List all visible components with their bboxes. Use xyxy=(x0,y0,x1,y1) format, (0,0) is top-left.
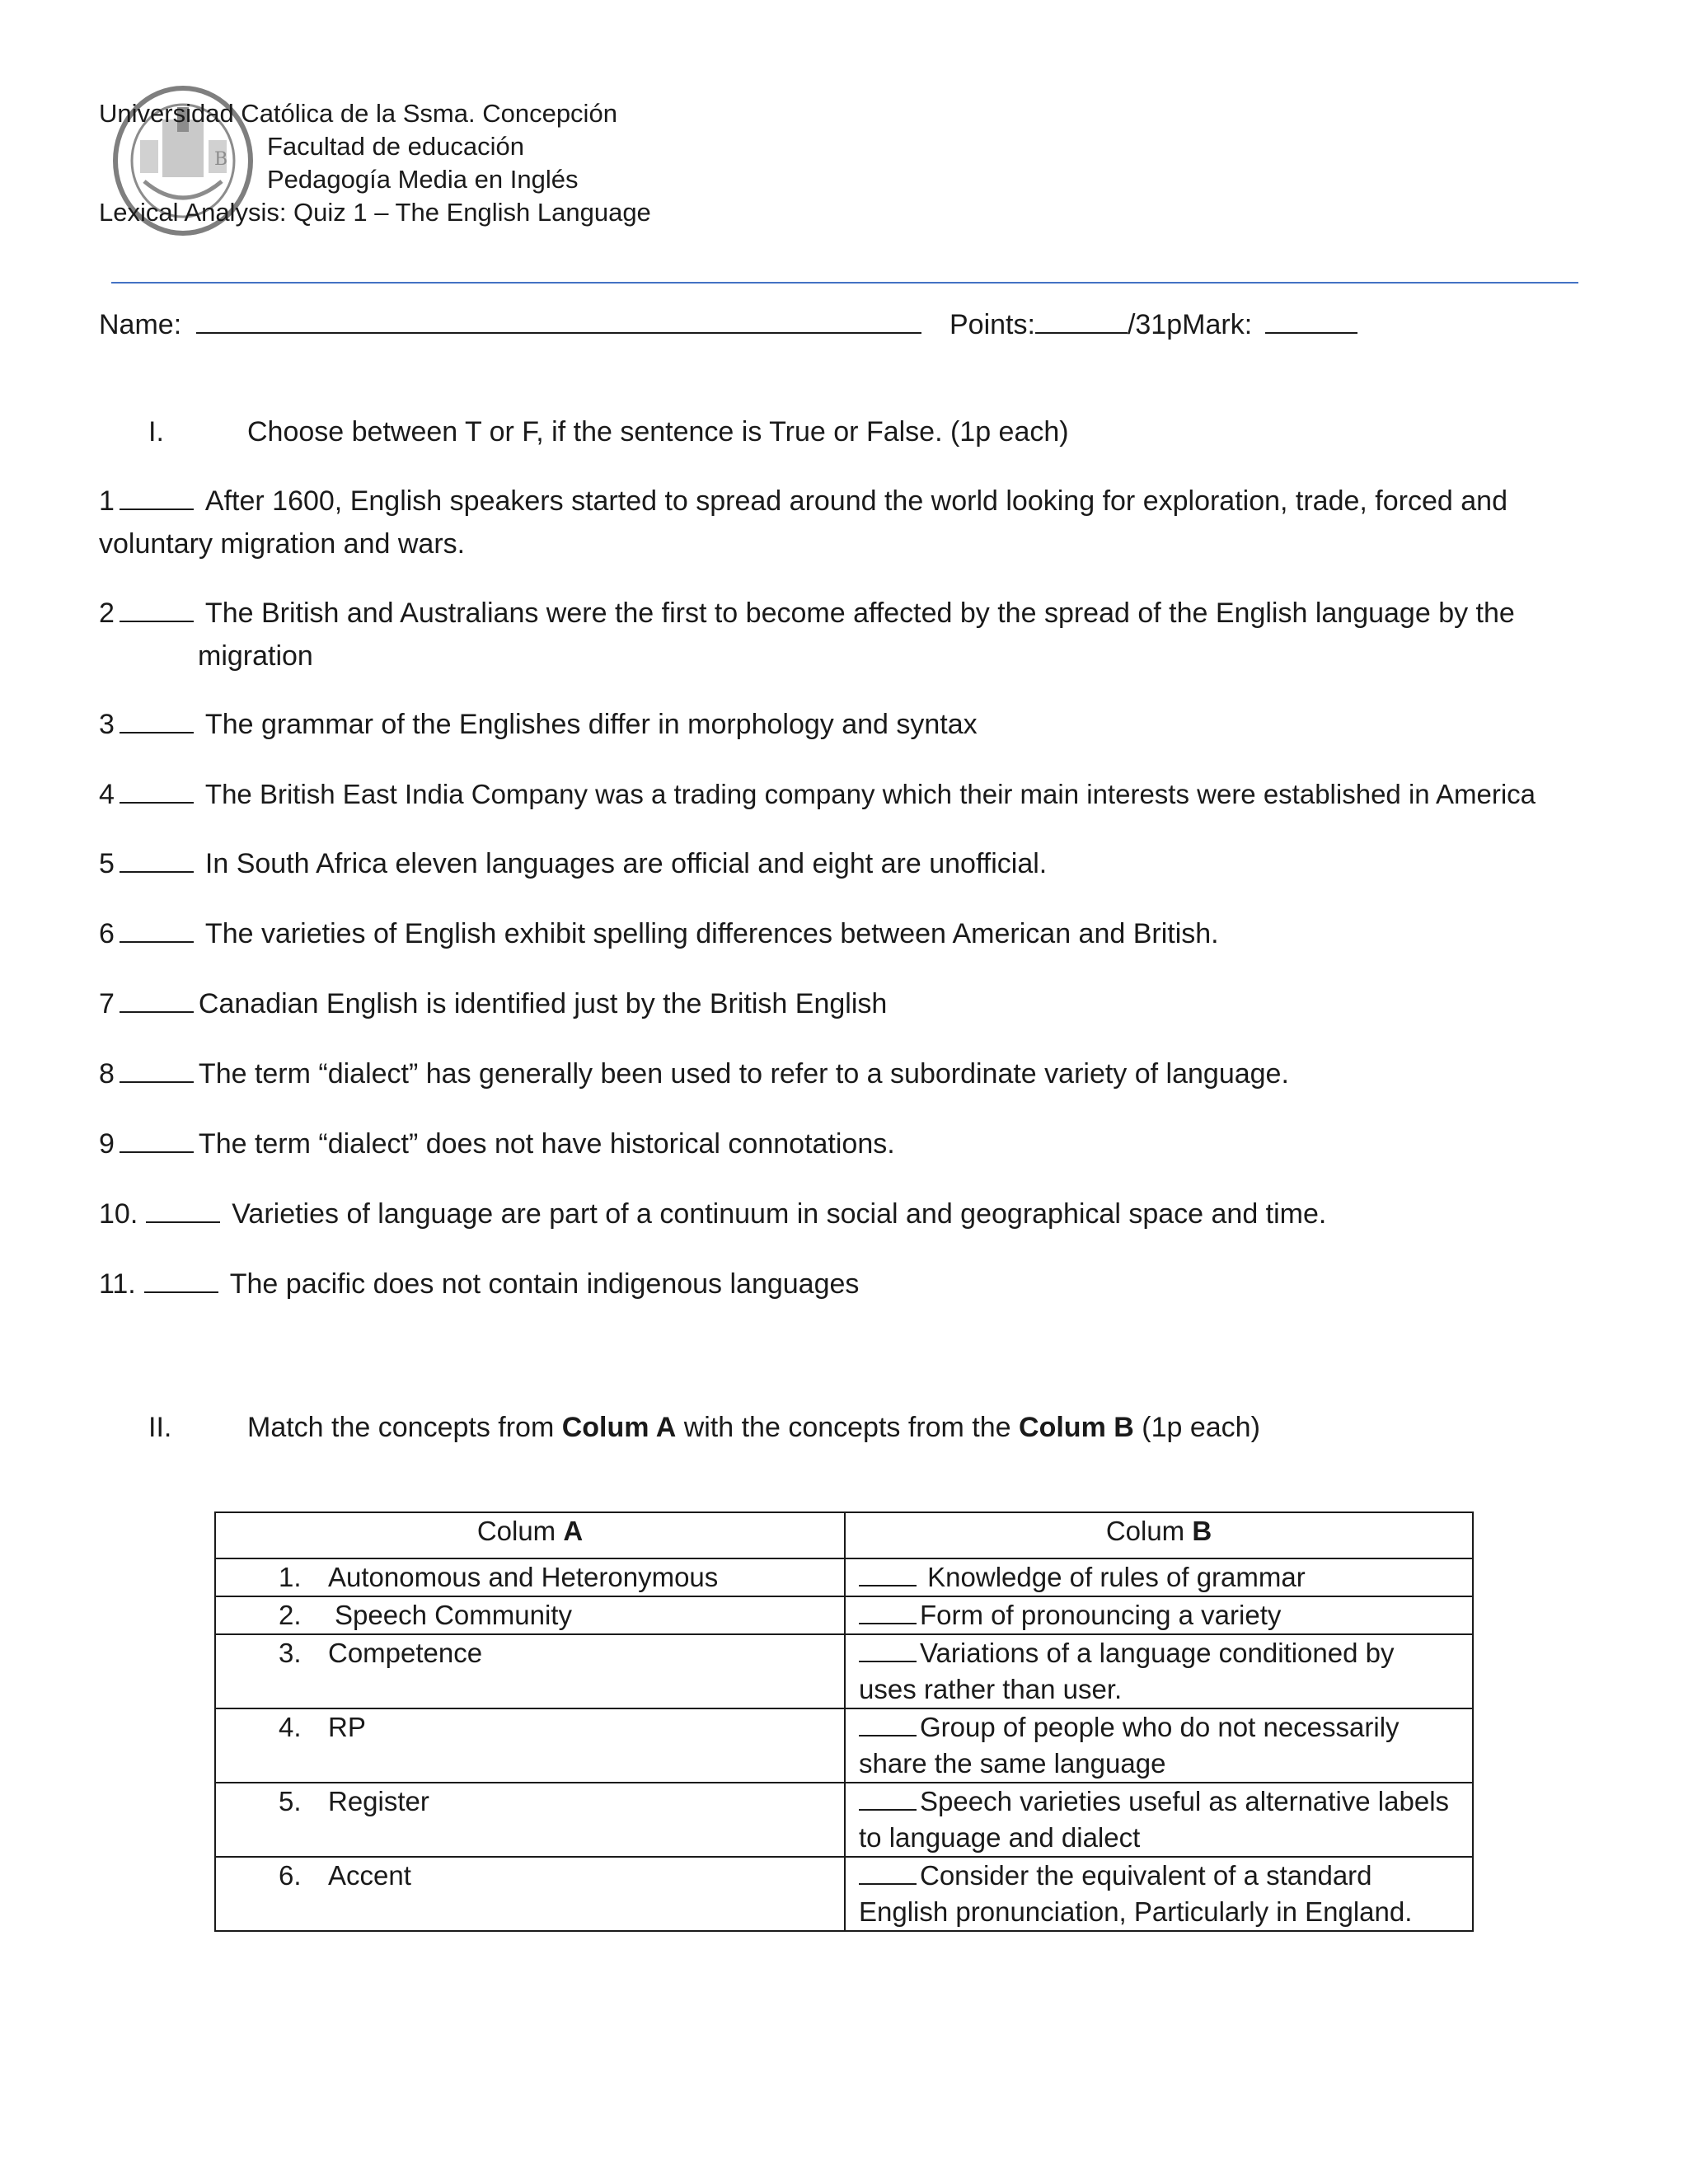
header-divider xyxy=(111,282,1578,284)
section-2-number: II. xyxy=(148,1412,172,1443)
university-name: Universidad Católica de la Ssma. Concepción xyxy=(99,99,617,128)
points-label: Points: xyxy=(950,309,1035,340)
answer-blank[interactable] xyxy=(120,916,194,943)
answer-blank[interactable] xyxy=(120,707,194,733)
answer-blank[interactable] xyxy=(120,1057,194,1083)
column-b-cell: Consider the equivalent of a standard English pronunciation, Particularly in England. xyxy=(845,1857,1473,1931)
name-row xyxy=(99,303,933,346)
points-total: /31p xyxy=(1127,309,1183,340)
section-1-instruction: Choose between T or F, if the sentence is True or False. (1p each) xyxy=(247,416,1069,448)
table-row xyxy=(215,1634,1473,1708)
points-field[interactable] xyxy=(1035,307,1128,334)
section-1-number: I. xyxy=(148,416,164,448)
question-item: 2 The British and Australians were the first to become affected by the spread of the English language by the migration xyxy=(99,598,1515,672)
column-a-cell: 1. Autonomous and Heteronymous xyxy=(215,1558,845,1596)
faculty-name: Facultad de educación xyxy=(267,132,524,161)
match-answer-blank[interactable] xyxy=(859,1560,917,1586)
section-2-instruction: Match the concepts from Colum A with the concepts from the Colum B (1p each) xyxy=(247,1412,1260,1443)
question-item: 1 After 1600, English speakers started to spread around the world looking for exploration, trade, forced and voluntary migration and wars. xyxy=(99,485,1507,560)
answer-blank[interactable] xyxy=(120,777,194,804)
match-answer-blank[interactable] xyxy=(859,1598,917,1624)
mark-label: Mark: xyxy=(1182,309,1253,340)
column-b-cell: Group of people who do not necessarily share the same language xyxy=(845,1708,1473,1783)
match-answer-blank[interactable] xyxy=(859,1636,917,1662)
column-b-header: Colum B xyxy=(845,1512,1473,1558)
column-a-cell: 3. Competence xyxy=(215,1634,845,1708)
question-item: 5 In South Africa eleven languages are official and eight are unofficial. xyxy=(99,848,1048,879)
answer-blank[interactable] xyxy=(120,1127,194,1153)
column-b-cell: Knowledge of rules of grammar xyxy=(845,1558,1473,1596)
question-item: 10. Varieties of language are part of a continuum in social and geographical space and time. xyxy=(99,1198,1327,1230)
program-name: Pedagogía Media en Inglés xyxy=(267,165,579,194)
question-item: 9 The term “dialect” does not have historical connotations. xyxy=(99,1128,895,1160)
mark-field[interactable] xyxy=(1265,307,1357,334)
match-answer-blank[interactable] xyxy=(859,1710,917,1736)
table-row xyxy=(215,1708,1473,1783)
answer-blank[interactable] xyxy=(120,596,194,622)
quiz-title: Lexical Analysis: Quiz 1 – The English Language xyxy=(99,198,651,227)
table-row xyxy=(215,1558,1473,1596)
answer-blank[interactable] xyxy=(120,987,194,1013)
table-row xyxy=(215,1596,1473,1634)
match-answer-blank[interactable] xyxy=(859,1784,917,1811)
column-b-cell: Form of pronouncing a variety xyxy=(845,1596,1473,1634)
matching-table xyxy=(214,1511,1474,1932)
answer-blank[interactable] xyxy=(120,484,194,510)
column-a-header: Colum A xyxy=(215,1512,845,1558)
points-row xyxy=(950,303,1369,346)
question-item: 3 The grammar of the Englishes differ in morphology and syntax xyxy=(99,709,978,740)
table-header-row xyxy=(215,1512,1473,1558)
match-answer-blank[interactable] xyxy=(859,1858,917,1885)
answer-blank[interactable] xyxy=(120,846,194,873)
column-a-cell: 6. Accent xyxy=(215,1857,845,1931)
column-a-cell: 4. RP xyxy=(215,1708,845,1783)
table-row xyxy=(215,1783,1473,1857)
column-a-cell: 5. Register xyxy=(215,1783,845,1857)
column-a-cell: 2. Speech Community xyxy=(215,1596,845,1634)
answer-blank[interactable] xyxy=(146,1197,220,1223)
question-item: 6 The varieties of English exhibit spelling differences between American and British. xyxy=(99,918,1219,949)
answer-blank[interactable] xyxy=(144,1267,218,1293)
table-row xyxy=(215,1857,1473,1931)
question-item: 8 The term “dialect” has generally been used to refer to a subordinate variety of language. xyxy=(99,1058,1289,1090)
question-item: 4 The British East India Company was a trading company which their main interests were established in America xyxy=(99,779,1536,810)
question-item: 11. The pacific does not contain indigenous languages xyxy=(99,1268,860,1300)
svg-text:B: B xyxy=(214,149,228,170)
name-label: Name: xyxy=(99,309,182,340)
column-b-cell: Variations of a language conditioned by uses rather than user. xyxy=(845,1634,1473,1708)
question-item: 7 Canadian English is identified just by the British English xyxy=(99,988,888,1019)
name-field[interactable] xyxy=(196,307,921,334)
column-b-cell: Speech varieties useful as alternative labels to language and dialect xyxy=(845,1783,1473,1857)
